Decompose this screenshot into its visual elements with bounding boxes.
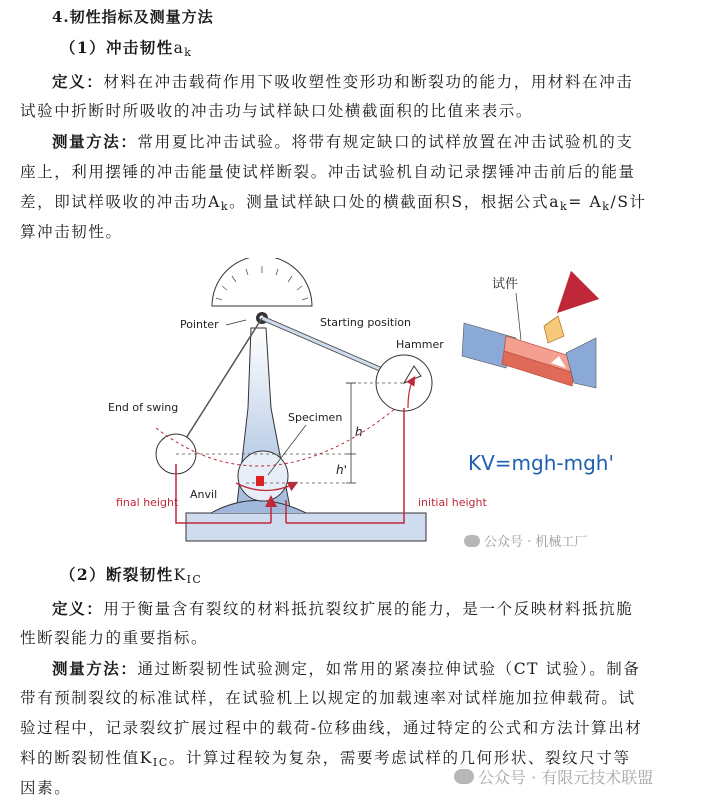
impact-method: 测量方法：常用夏比冲击试验。将带有规定缺口的试样放置在冲击试验机的支 [52,132,634,151]
specimen-inset [462,277,596,388]
label-h-prime: h' [336,463,347,477]
label-anvil: Anvil [190,488,218,501]
label-end-of-swing: End of swing [108,401,179,414]
specimen-red [256,476,264,486]
fracture-method-cont3: 料的断裂韧性值$K_{IC}$。计算过程较为复杂，需要考虑试样的几何形状、裂纹尺寸等 [20,749,631,769]
impact-method-end: 算冲击韧性。 [20,223,123,241]
fracture-method-end: 因素。 [20,779,72,797]
fracture-method-cont2: 验过程中，记录裂纹扩展过程中的载荷-位移曲线，通过特定的公式和方法计算出材 [20,719,643,737]
fracture-method-cont1: 带有预制裂纹的标准试样，在试验机上以规定的加载速率对试样施加拉伸载荷。试 [20,689,636,707]
label-hammer: Hammer [396,338,444,351]
label-specimen: Specimen [288,411,343,424]
impact-toughness-heading: （1）冲击韧性$a_k$ [60,38,193,59]
label-pointer: Pointer [180,318,219,331]
label-final-height: final height [116,496,179,509]
machine-base [186,513,426,541]
impact-definition-cont: 试验中折断时所吸收的冲击功与试样缺口处横截面积的比值来表示。 [20,102,534,120]
wechat-icon [454,769,474,784]
impact-method-cont: 座上，利用摆锤的冲击能量使试样断裂。冲击试验机自动记录摆锤冲击前后的能量 [20,163,636,181]
label-specimen-cn: 试件 [492,277,519,292]
impact-method-formula-line: 差，即试样吸收的冲击功$A_k$。测量试样缺口处的横截面积S，根据公式$a_k= A_k/S$计 [20,193,647,213]
impact-definition: 定义：材料在冲击载荷作用下吸收塑性变形功和断裂功的能力，用材料在冲击 [52,72,634,91]
fracture-method: 测量方法：通过断裂韧性试验测定，如常用的紧凑拉伸试验（CT 试验）。制备 [52,659,641,678]
scale-dial [212,258,312,306]
watermark-2: 公众号 · 有限元技术联盟 [454,765,653,788]
label-initial-height: initial height [418,496,487,509]
fracture-definition-cont: 性断裂能力的重要指标。 [20,629,209,647]
wechat-icon [464,535,480,547]
section-title: 4.韧性指标及测量方法 [52,8,214,26]
watermark-1: 公众号 · 机械工厂 [464,531,587,550]
formula-kv: KV=mgh-mgh' [468,451,614,475]
fracture-toughness-heading: （2）断裂韧性$K_{IC}$ [60,565,203,586]
label-starting-position: Starting position [320,316,411,329]
label-h: h [355,425,363,439]
charpy-impact-figure [96,258,616,548]
fracture-definition: 定义：用于衡量含有裂纹的材料抵抗裂纹扩展的能力，是一个反映材料抵抗脆 [52,599,634,618]
